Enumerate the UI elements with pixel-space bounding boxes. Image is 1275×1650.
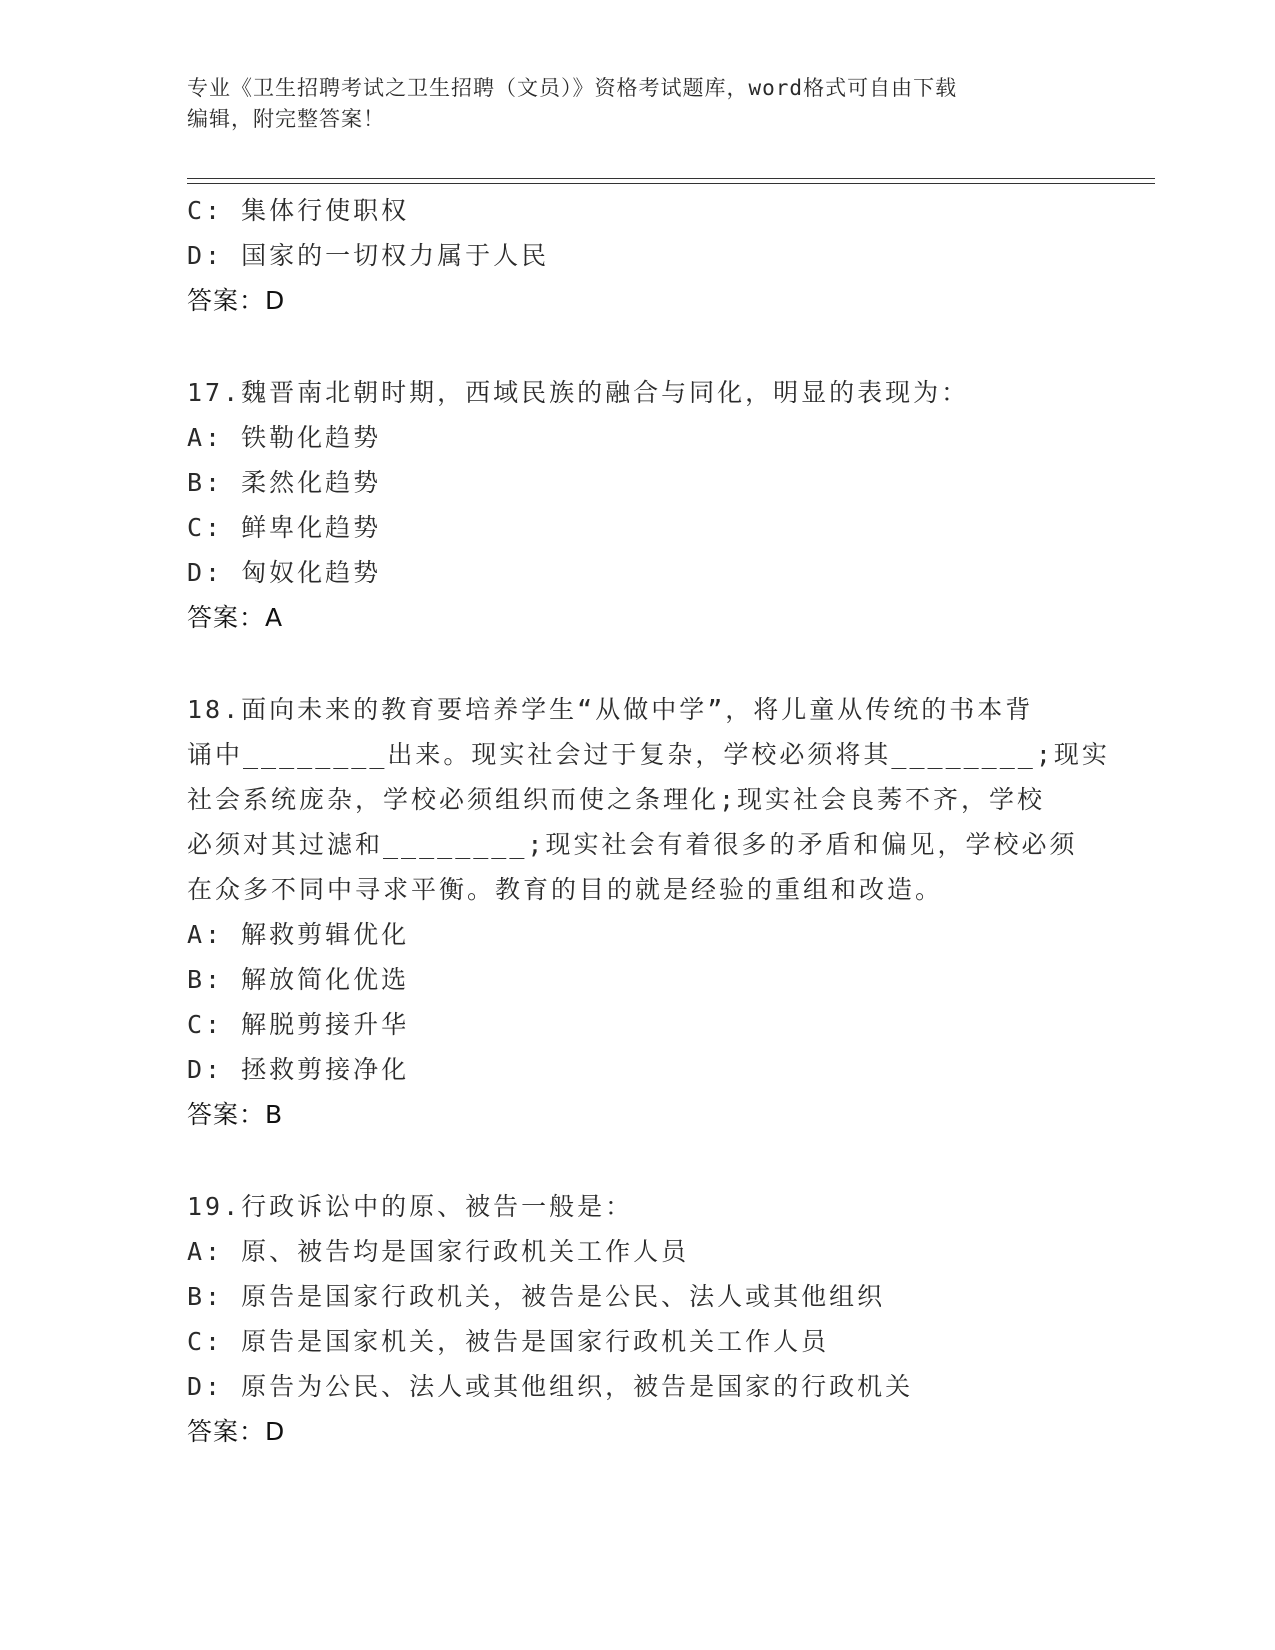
spacer (187, 323, 1087, 370)
answer-line: 答案：B (187, 1100, 284, 1129)
spacer (187, 1137, 1087, 1184)
option-d: D: 国家的一切权力属于人民 (187, 241, 550, 270)
option-d: D: 原告为公民、法人或其他组织，被告是国家的行政机关 (187, 1372, 914, 1401)
option-b: B: 解放简化优选 (187, 965, 410, 994)
header-divider-top (187, 178, 1155, 179)
question-stem: 17.魏晋南北朝时期，西域民族的融合与同化，明显的表现为： (187, 378, 970, 407)
question-content (187, 188, 1110, 1454)
question-stem-line: 诵中________出来。现实社会过于复杂，学校必须将其________;现实 (187, 740, 1110, 769)
previous-question-tail (187, 188, 1087, 323)
question-stem-line: 社会系统庞杂，学校必须组织而使之条理化;现实社会良莠不齐，学校 (187, 785, 1046, 814)
option-a: A: 原、被告均是国家行政机关工作人员 (187, 1237, 690, 1266)
option-d: D: 匈奴化趋势 (187, 558, 382, 587)
answer-line: 答案：A (187, 603, 284, 632)
question-stem-line: 在众多不同中寻求平衡。教育的目的就是经验的重组和改造。 (187, 875, 944, 904)
header-line-1: 专业《卫生招聘考试之卫生招聘（文员）》资格考试题库，word格式可自由下载 (187, 76, 958, 100)
answer-line: 答案：D (187, 1417, 286, 1446)
question-17 (187, 370, 1087, 640)
question-stem: 19.行政诉讼中的原、被告一般是： (187, 1192, 634, 1221)
option-c: C: 集体行使职权 (187, 196, 410, 225)
answer-line: 答案：D (187, 286, 286, 315)
option-b: B: 原告是国家行政机关，被告是公民、法人或其他组织 (187, 1282, 886, 1311)
header-divider-bottom (187, 183, 1155, 184)
option-a: A: 铁勒化趋势 (187, 423, 382, 452)
header-line-2: 编辑，附完整答案！ (187, 107, 385, 131)
option-c: C: 鲜卑化趋势 (187, 513, 382, 542)
option-d: D: 拯救剪接净化 (187, 1055, 410, 1084)
document-header (187, 73, 1087, 135)
option-a: A: 解救剪辑优化 (187, 920, 410, 949)
option-b: B: 柔然化趋势 (187, 468, 382, 497)
spacer (187, 640, 1087, 687)
option-c: C: 解脱剪接升华 (187, 1010, 410, 1039)
question-19 (187, 1184, 1087, 1454)
question-18 (187, 687, 1110, 1137)
question-stem-line: 18.面向未来的教育要培养学生“从做中学”，将儿童从传统的书本背 (187, 695, 1034, 724)
option-c: C: 原告是国家机关，被告是国家行政机关工作人员 (187, 1327, 830, 1356)
question-stem-line: 必须对其过滤和________;现实社会有着很多的矛盾和偏见，学校必须 (187, 830, 1078, 859)
